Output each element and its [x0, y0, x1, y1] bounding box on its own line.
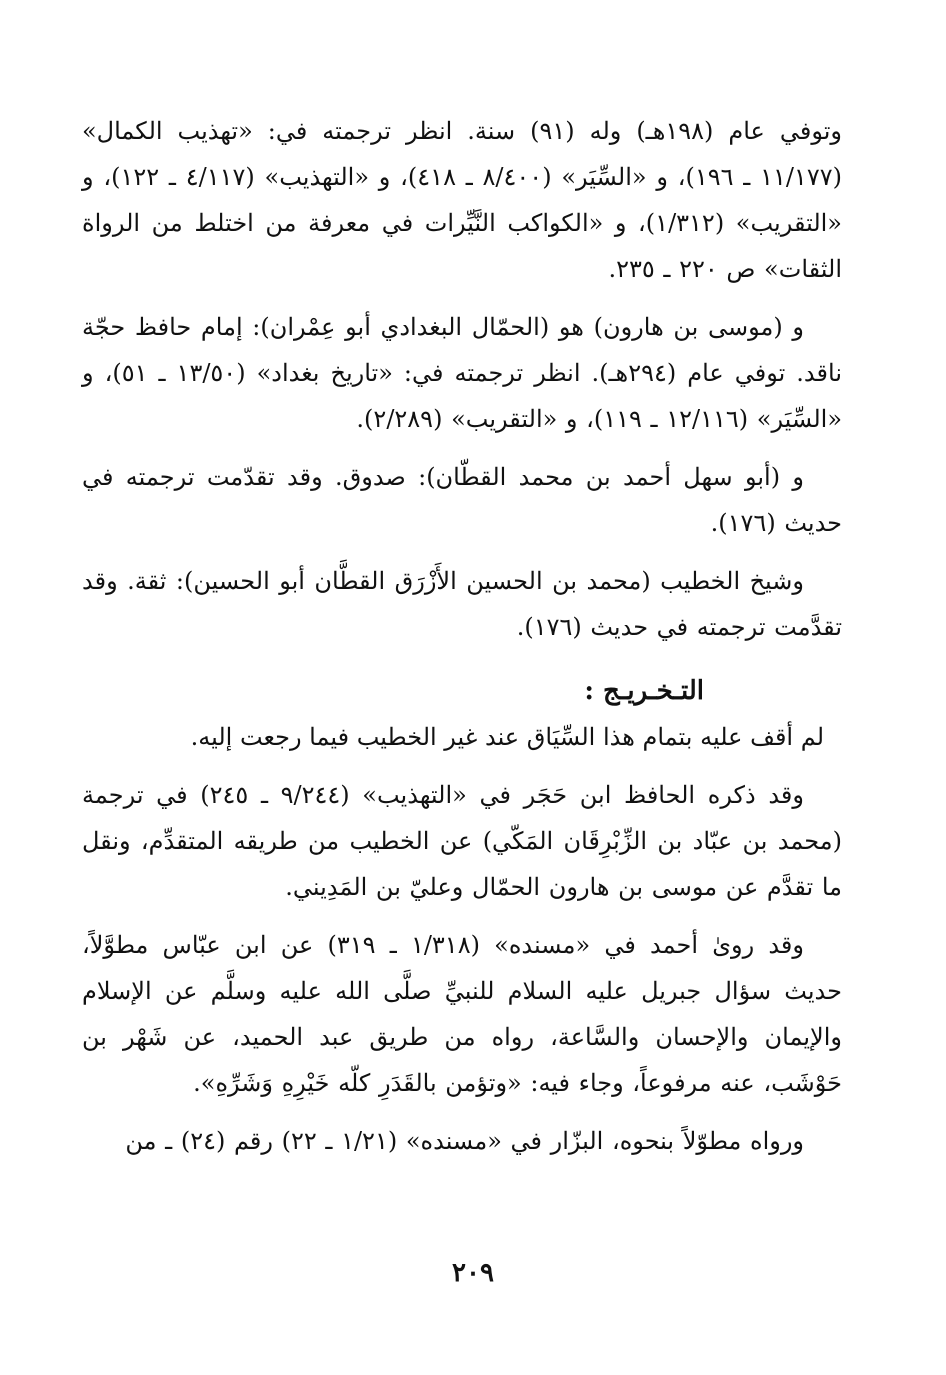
narrator-paragraph-4: وشيخ الخطيب (محمد بن الحسين الأَزْرَق القطَّان أبو الحسين): ثقة. وقد تقدَّمت ترجمته في حديث (١٧٦). — [82, 567, 842, 641]
takhrij-intro: لم أقف عليه بتمام هذا السِّيَاق عند غير الخطيب فيما رجعت إليه. — [190, 723, 824, 751]
section-heading-takhrij: التـخـريـج : — [584, 676, 704, 706]
narrator-paragraph-3: و (أبو سهل أحمد بن محمد القطّان): صدوق. وقد تقدّمت ترجمته في حديث (١٧٦). — [82, 463, 842, 537]
narrator-paragraph-1: وتوفي عام (١٩٨هـ) وله (٩١) سنة. انظر ترجمته في: «تهذيب الكمال» (١١/١٧٧ ـ ١٩٦)، و «السِّيَر» (٨/٤٠٠ ـ ٤١٨)، و «التهذيب» (٤/١١٧ ـ ١٢٢)، و «التقريب» (١/٣١٢)، و «الكواكب النَّيِّرات في معرفة من اختلط من الرواة الثقات» ص ٢٢٠ ـ ٢٣٥. — [82, 117, 842, 283]
document-page — [82, 108, 842, 1164]
takhrij-paragraph-3: ورواه مطوّلاً بنحوه، البزّار في «مسنده» (١/٢١ ـ ٢٢) رقم (٢٤) ـ من — [125, 1127, 804, 1155]
page-number: ٢٠٩ — [452, 1258, 494, 1288]
takhrij-paragraph-1: وقد ذكره الحافظ ابن حَجَر في «التهذيب» (٩/٢٤٤ ـ ٢٤٥) في ترجمة (محمد بن عبّاد بن الزِّبْرِقَان المَكّي) عن الخطيب من طريقه المتقدِّم، ونقل ما تقدَّم عن موسى بن هارون الحمّال وعليّ بن المَدِيني. — [82, 781, 842, 901]
takhrij-paragraph-2: وقد روىٰ أحمد في «مسنده» (١/٣١٨ ـ ٣١٩) عن ابن عبّاس مطوَّلاً، حديث سؤال جبريل عليه السلام للنبيِّ صلَّى الله عليه وسلَّم عن الإسلام والإيمان والإحسان والسَّاعة، رواه من طريق عبد الحميد، عن شَهْر بن حَوْشَب، عنه مرفوعاً، وجاء فيه: «وتؤمن بالقَدَرِ كلّه خَيْرِهِ وَشَرِّهِ». — [82, 931, 842, 1097]
narrator-paragraph-2: و (موسى بن هارون) هو (الحمّال البغدادي أبو عِمْران): إمام حافظ حجّة ناقد. توفي عام (٢٩٤هـ). انظر ترجمته في: «تاريخ بغداد» (١٣/٥٠ ـ ٥١)، و «السِّيَر» (١٢/١١٦ ـ ١١٩)، و «التقريب» (٢/٢٨٩). — [82, 313, 842, 433]
